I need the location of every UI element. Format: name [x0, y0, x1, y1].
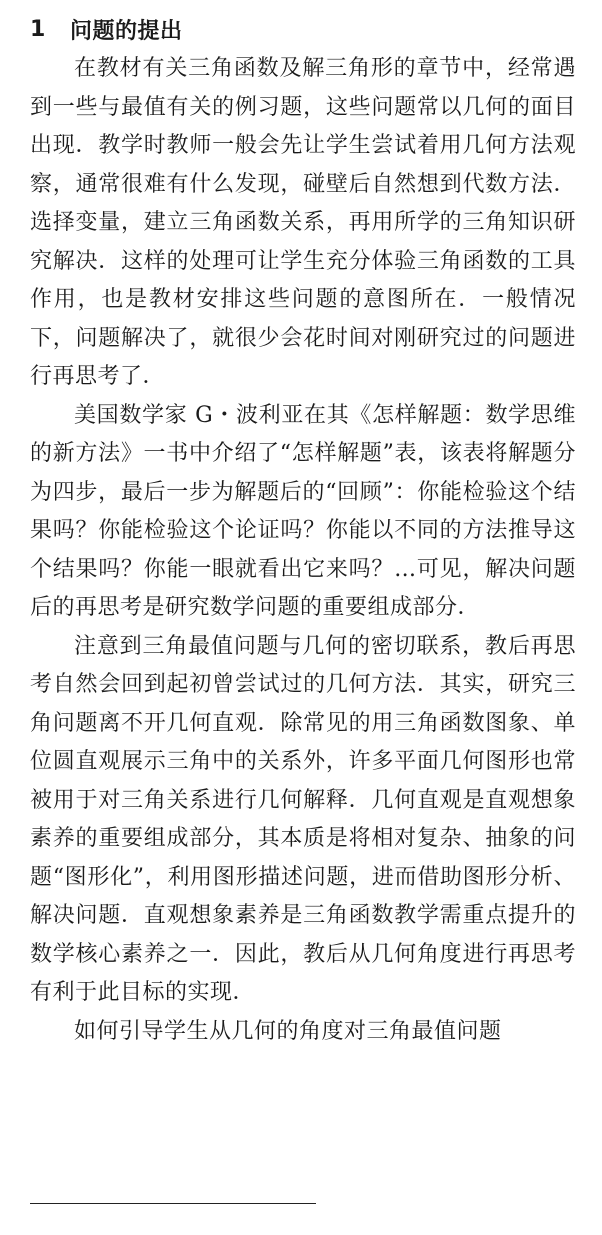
- paragraph-3: 注意到三角最值问题与几何的密切联系，教后再思考自然会回到起初曾尝试过的几何方法．其实，研究三角问题离不开几何直观．除常见的用三角函数图象、单位圆直观展示三角中的关系外，许多平面几何图形也常被用于对三角关系进行几何解释．几何直观是直观想象素养的重要组成部分，其本质是将相对复杂、抽象的问题“图形化”，利用图形描述问题，进而借助图形分析、解决问题．直观想象素养是三角函数教学需重点提升的数学核心素养之一．因此，教后从几何角度进行再思考有利于此目标的实现．: [30, 633, 576, 1005]
- paragraph-1: 在教材有关三角函数及解三角形的章节中，经常遇到一些与最值有关的例习题，这些问题常以几何的面目出现．教学时教师一般会先让学生尝试着用几何方法观察，通常很难有什么发现，碰壁后自然想到代数方法．选择变量，建立三角函数关系，再用所学的三角知识研究解决．这样的处理可让学生充分体验三角函数的工具作用，也是教材安排这些问题的意图所在．一般情况下，问题解决了，就很少会花时间对刚研究过的问题进行再思考了．: [30, 56, 576, 389]
- section-heading: [30, 8, 576, 50]
- section-number: 1: [30, 16, 46, 42]
- paragraph-4: 如何引导学生从几何的角度对三角最值问题: [74, 1018, 502, 1044]
- paragraph-2: 美国数学家 G・波利亚在其《怎样解题：数学思维的新方法》一书中介绍了“怎样解题”表，该表将解题分为四步，最后一步为解题后的“回顾”：你能检验这个结果吗？你能检验这个论证吗？你能以不同的方法推导这个结果吗？你能一眼就看出它来吗？…可见，解决问题后的再思考是研究数学问题的重要组成部分．: [30, 402, 576, 620]
- footnote-divider: [30, 1203, 316, 1204]
- section-title: 问题的提出: [70, 18, 183, 44]
